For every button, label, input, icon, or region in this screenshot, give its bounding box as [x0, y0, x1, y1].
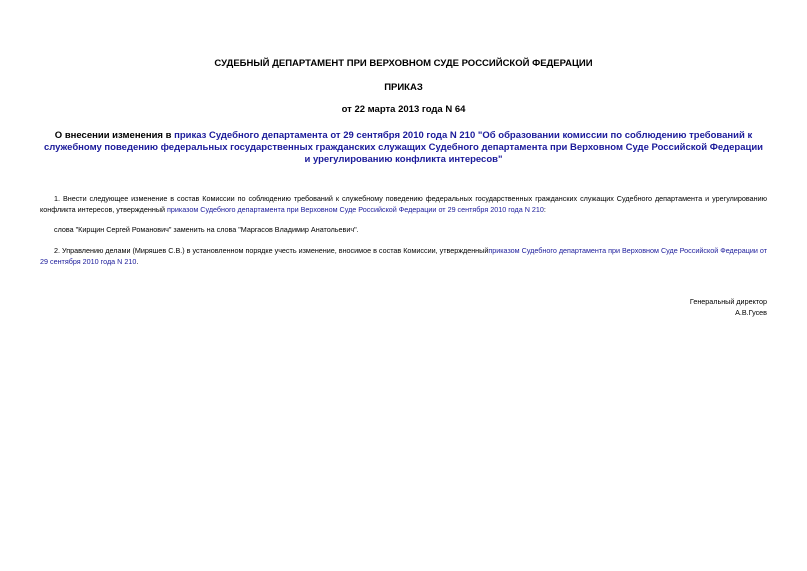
- paragraph-2: [40, 225, 767, 236]
- paragraph-2-text: слова "Кирщин Сергей Романович" заменить на слова "Маргасов Владимир Анатольевич".: [54, 225, 359, 234]
- title-link[interactable]: приказ Судебного департамента от 29 сентября 2010 года N 210 "Об образовании комиссии по соблюдению требований к служебному поведению федеральных государственных гражданских служащих Судебного департамента при Верховном Суде Российской Федерации и урегулированию конфликта интересов": [43, 130, 764, 165]
- document-type: ПРИКАЗ: [384, 82, 423, 93]
- document-title: [40, 130, 767, 166]
- paragraph-1-end: :: [543, 204, 546, 214]
- paragraph-1: [40, 194, 767, 215]
- document-date-number: от 22 марта 2013 года N 64: [341, 104, 466, 115]
- signature-block: [690, 297, 767, 318]
- signature-position: Генеральный директор: [689, 297, 767, 306]
- paragraph-3-end: .: [136, 256, 139, 266]
- organization-header: СУДЕБНЫЙ ДЕПАРТАМЕНТ ПРИ ВЕРХОВНОМ СУДЕ РОССИЙСКОЙ ФЕДЕРАЦИИ: [214, 58, 593, 69]
- paragraph-3-text: 2. Управлению делами (Миряшев С.В.) в установленном порядке учесть изменение, вносимое в состав Комиссии, утвержденный: [54, 246, 489, 255]
- paragraph-3-link[interactable]: приказом Судебного департамента при Верховном Суде Российской Федерации от 29 сентября 2010 года N 210: [40, 246, 768, 266]
- paragraph-1-link[interactable]: приказом Судебного департамента при Верховном Суде Российской Федерации от 29 сентября 2010 года N 210: [167, 204, 544, 214]
- title-prefix: О внесении изменения в: [54, 130, 175, 141]
- paragraph-1-text: 1. Внести следующее изменение в состав Комиссии по соблюдению требований к служебному поведению федеральных государственных гражданских служащих Судебного департамента и урегулированию конфликта интересов, утвержденный: [40, 194, 767, 214]
- signature-name: А.В.Гусев: [735, 307, 767, 317]
- paragraph-3: [40, 246, 767, 267]
